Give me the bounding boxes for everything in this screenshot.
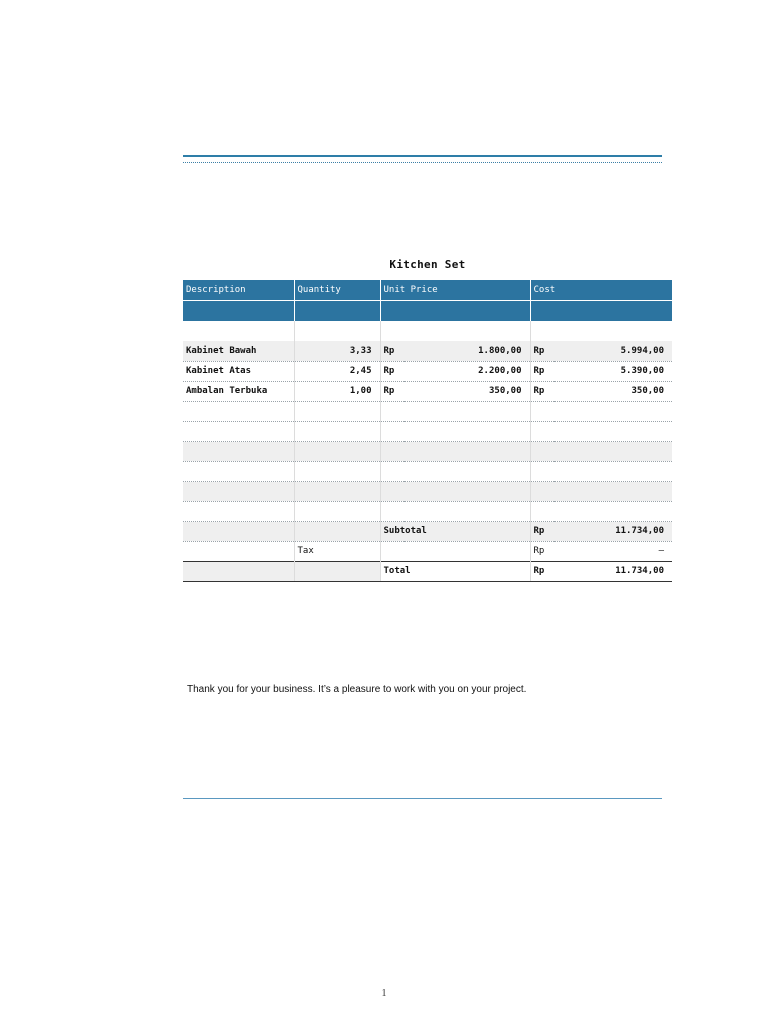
tax-currency: Rp	[530, 541, 554, 561]
item-unit-price: 2.200,00	[404, 361, 530, 381]
item-cost-currency: Rp	[530, 381, 554, 401]
item-cost: 5.994,00	[554, 341, 672, 361]
header-dotted-rule	[183, 162, 662, 163]
item-unit-currency: Rp	[380, 341, 404, 361]
total-row	[183, 561, 672, 581]
table-row	[183, 461, 672, 481]
item-cost-currency: Rp	[530, 361, 554, 381]
tax-value: –	[554, 541, 672, 561]
subtotal-currency: Rp	[530, 521, 554, 541]
thank-you-note: Thank you for your business. It’s a pleasure to work with you on your project.	[187, 684, 527, 695]
table-row	[183, 361, 672, 381]
header-cost: Cost	[530, 280, 672, 300]
item-unit-price: 1.800,00	[404, 341, 530, 361]
tax-row	[183, 541, 672, 561]
total-label: Total	[380, 561, 530, 581]
footer-rule	[183, 798, 662, 799]
tax-label: Tax	[294, 541, 380, 561]
table-row	[183, 341, 672, 361]
item-description: Kabinet Atas	[183, 361, 294, 381]
item-quantity: 2,45	[294, 361, 380, 381]
item-quantity: 3,33	[294, 341, 380, 361]
item-unit-currency: Rp	[380, 381, 404, 401]
item-unit-price: 350,00	[404, 381, 530, 401]
item-cost-currency: Rp	[530, 341, 554, 361]
header-rule	[183, 155, 662, 157]
document-title: Kitchen Set	[389, 258, 466, 271]
item-quantity: 1,00	[294, 381, 380, 401]
table-row	[183, 501, 672, 521]
header-quantity: Quantity	[294, 280, 380, 300]
table-row	[183, 321, 672, 341]
item-cost: 350,00	[554, 381, 672, 401]
table-row	[183, 401, 672, 421]
item-cost: 5.390,00	[554, 361, 672, 381]
table-row	[183, 421, 672, 441]
page-number: 1	[381, 988, 387, 999]
subtotal-value: 11.734,00	[554, 521, 672, 541]
item-unit-currency: Rp	[380, 361, 404, 381]
table-row	[183, 381, 672, 401]
subtotal-row	[183, 521, 672, 541]
header-unit-price: Unit Price	[380, 280, 530, 300]
total-currency: Rp	[530, 561, 554, 581]
table-row	[183, 481, 672, 501]
subtotal-label: Subtotal	[380, 521, 530, 541]
total-value: 11.734,00	[554, 561, 672, 581]
item-description: Kabinet Bawah	[183, 341, 294, 361]
table-header-band	[183, 300, 672, 321]
table-row	[183, 441, 672, 461]
table-header-row	[183, 280, 672, 300]
invoice-table	[183, 280, 672, 582]
header-description: Description	[183, 280, 294, 300]
item-description: Ambalan Terbuka	[183, 381, 294, 401]
